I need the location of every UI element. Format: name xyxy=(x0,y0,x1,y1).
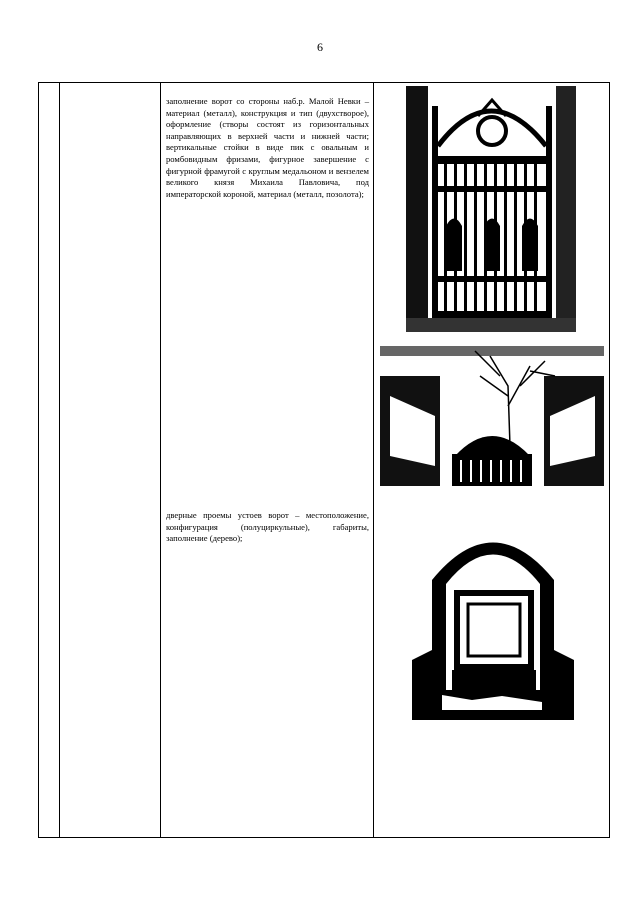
doorway-description: дверные проемы устоев ворот – местоположение, конфигурация (полуциркульные), габариты, заполнение (дерево); xyxy=(166,510,369,544)
gate-photo-wide-view xyxy=(380,346,604,486)
page-number: 6 xyxy=(317,40,323,54)
gate-photo-front xyxy=(406,86,576,332)
arched-doorway-photo xyxy=(412,510,574,720)
column-divider-3 xyxy=(373,83,374,837)
gate-filling-description: заполнение ворот со стороны наб.р. Малой Невки – материал (металл), конструкция и тип (двухстворое), оформление (створы состоят из горизонтальных направляющих в верхней части и нижней части; вертикальные стойки в виде пик с овальным и ромбовидным фризами, фигурное завершение с фигурной фрамугой с круглым медальоном и вензелем великого князя Михаила Павловича, под императорской короной, материал (металл, позолота); xyxy=(166,96,369,199)
column-divider-1 xyxy=(59,83,60,837)
column-divider-2 xyxy=(160,83,161,837)
